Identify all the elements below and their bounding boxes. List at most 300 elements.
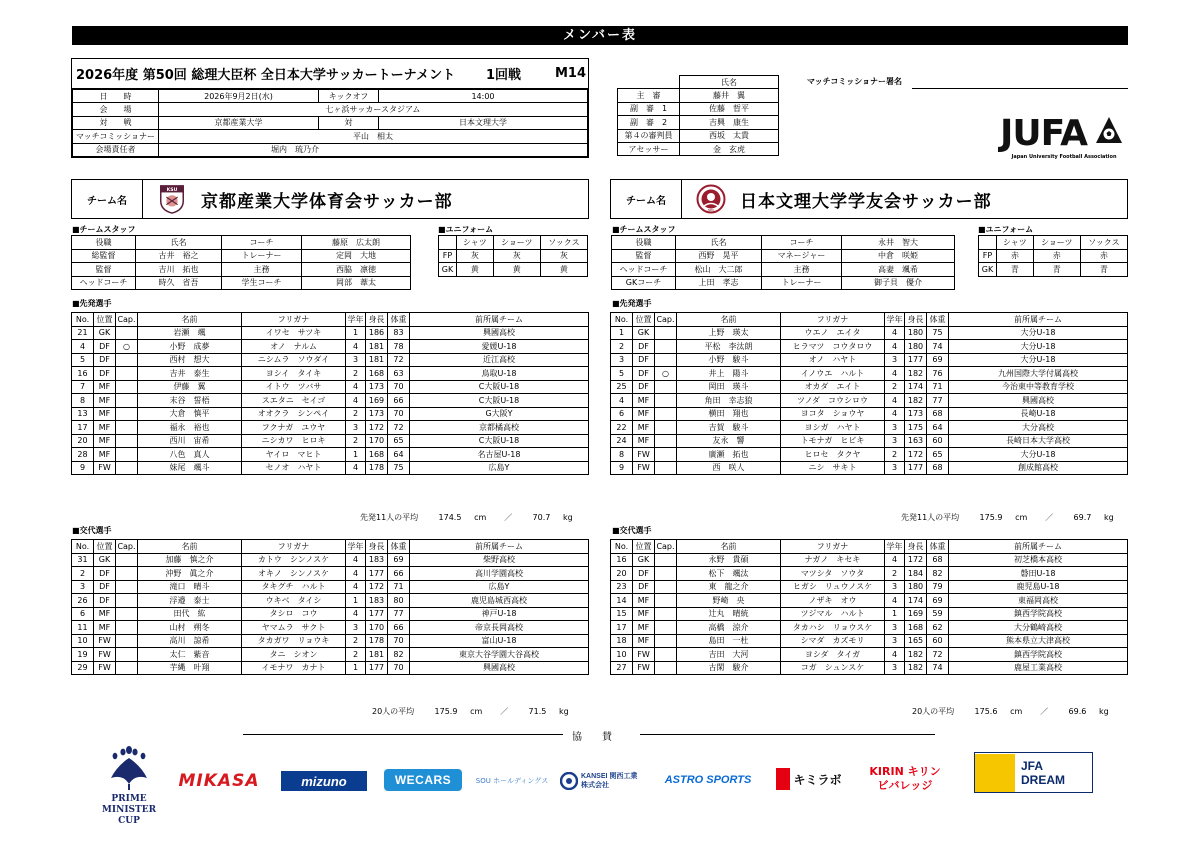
- away-starters-average: 先発11人の平均 175.9 cm ／ 69.7 kg: [901, 513, 1114, 522]
- player-name: 横田 翔也: [677, 407, 781, 421]
- player-number: 17: [611, 621, 633, 635]
- player-previous-team: 大分鶴崎高校: [949, 621, 1128, 635]
- player-captain: [116, 567, 138, 581]
- venue-label: 会 場: [73, 103, 159, 116]
- astro-sports-logo: ASTRO SPORTS: [664, 774, 752, 786]
- player-year-header: 学年: [885, 540, 905, 554]
- jfa-dream-logo: JFA DREAM: [974, 752, 1093, 793]
- player-row: [72, 394, 589, 408]
- player-kana: イトウ ツバサ: [242, 380, 346, 394]
- player-weight: 70: [388, 380, 410, 394]
- player-weight-header: 体重: [927, 540, 949, 554]
- player-height: 184: [905, 567, 927, 581]
- player-year: 2: [346, 407, 366, 421]
- player-number: 20: [72, 434, 94, 448]
- player-height: 170: [366, 621, 388, 635]
- player-position: GK: [94, 326, 116, 340]
- player-row: [72, 434, 589, 448]
- player-name: 辻丸 晴統: [677, 607, 781, 621]
- player-kana: ツジマル ハルト: [781, 607, 885, 621]
- player-previous-team: 高川学園高校: [410, 567, 589, 581]
- player-row: [611, 553, 1128, 567]
- staff-name: 定岡 大地: [302, 249, 411, 263]
- staff-role: ヘッドコーチ: [612, 263, 676, 277]
- staff-name: 中倉 咲姫: [842, 249, 955, 263]
- home-starters-table: [71, 312, 589, 475]
- uniform-socks: 青: [1080, 263, 1127, 277]
- player-previous-team: C大阪U-18: [410, 434, 589, 448]
- player-name: 太仁 紫音: [138, 648, 242, 662]
- player-row: [611, 648, 1128, 662]
- staff-name: 吉川 拓也: [136, 263, 222, 277]
- nbu-emblem-icon: [696, 184, 726, 214]
- player-name: 岡田 瑛斗: [677, 380, 781, 394]
- uniform-socks: 灰: [540, 249, 587, 263]
- official-name: 佐藤 晢平: [680, 102, 779, 115]
- player-name: 滝口 晴斗: [138, 580, 242, 594]
- player-position: FW: [94, 648, 116, 662]
- home-subs-label: ■交代選手: [72, 526, 112, 535]
- staff-name-header: 氏名: [676, 236, 762, 250]
- player-captain: [655, 434, 677, 448]
- player-name: 西 咲人: [677, 461, 781, 475]
- player-year: 2: [885, 380, 905, 394]
- staff-role: ヘッドコーチ: [72, 276, 136, 290]
- player-row: [72, 367, 589, 381]
- player-number: 8: [611, 448, 633, 462]
- player-previous-team: 柴野高校: [410, 553, 589, 567]
- player-kana: フクナガ ユウヤ: [242, 421, 346, 435]
- staff-name: 時久 省吾: [136, 276, 222, 290]
- player-position: DF: [94, 340, 116, 354]
- staff-role: 監督: [612, 249, 676, 263]
- player-number-header: No.: [72, 313, 94, 327]
- player-name-header: 名前: [677, 313, 781, 327]
- player-year: 1: [346, 326, 366, 340]
- player-row: [611, 634, 1128, 648]
- player-height: 173: [366, 407, 388, 421]
- player-kana: ヨシイ タイキ: [242, 367, 346, 381]
- player-year: 2: [346, 634, 366, 648]
- player-weight: 65: [927, 448, 949, 462]
- mikasa-logo: MIKASA: [178, 771, 260, 791]
- player-number: 5: [611, 367, 633, 381]
- player-name: 古閑 駿介: [677, 661, 781, 675]
- player-captain: [655, 594, 677, 608]
- mizuno-logo: mizuno: [281, 771, 367, 791]
- player-year: 3: [885, 434, 905, 448]
- player-height: 177: [366, 607, 388, 621]
- player-kana-header: フリガナ: [242, 540, 346, 554]
- away-team-name: 日本文理大学学友会サッカー部: [740, 191, 992, 212]
- tournament-title: 2026年度 第50回 総理大臣杯 全日本大学サッカートーナメント: [76, 68, 456, 83]
- uniform-shirt: 青: [997, 263, 1034, 277]
- player-row: [611, 407, 1128, 421]
- player-weight: 64: [927, 421, 949, 435]
- player-position: MF: [633, 407, 655, 421]
- player-number: 20: [611, 567, 633, 581]
- player-name: 芋縄 叶翔: [138, 661, 242, 675]
- player-captain: [116, 621, 138, 635]
- player-kana: イワセ サツキ: [242, 326, 346, 340]
- uniform-corner: [439, 236, 457, 250]
- player-row: [611, 448, 1128, 462]
- player-year: 3: [346, 353, 366, 367]
- staff-role: 学生コーチ: [222, 276, 302, 290]
- player-position: DF: [633, 580, 655, 594]
- kimilabo-logo: キミラボ: [772, 766, 846, 792]
- player-position: MF: [633, 434, 655, 448]
- player-row: [611, 326, 1128, 340]
- player-weight-header: 体重: [388, 313, 410, 327]
- player-captain: [116, 461, 138, 475]
- player-previous-team: 富山U-18: [410, 634, 589, 648]
- player-height-header: 身長: [366, 313, 388, 327]
- official-role: 副 審 1: [618, 102, 680, 115]
- player-previous-team-header: 前所属チーム: [949, 540, 1128, 554]
- player-number-header: No.: [611, 313, 633, 327]
- player-row: [72, 648, 589, 662]
- staff-role: トレーナー: [762, 276, 842, 290]
- player-weight: 74: [927, 340, 949, 354]
- player-weight: 77: [927, 394, 949, 408]
- home-uniform-table: [438, 235, 588, 277]
- player-height: 180: [905, 580, 927, 594]
- player-name: 友永 響: [677, 434, 781, 448]
- player-name: 永野 貴碩: [677, 553, 781, 567]
- player-name: 吉田 大河: [677, 648, 781, 662]
- player-position: FW: [633, 661, 655, 675]
- player-year: 4: [346, 607, 366, 621]
- official-role: 主 審: [618, 89, 680, 102]
- player-height: 180: [905, 340, 927, 354]
- player-weight: 82: [388, 648, 410, 662]
- player-previous-team: 初芝橋本高校: [949, 553, 1128, 567]
- uniform-header-row: [979, 236, 1128, 250]
- signature-line[interactable]: [912, 88, 1128, 89]
- player-height: 183: [366, 553, 388, 567]
- jfa-emblem-icon: [975, 754, 1015, 792]
- player-previous-team: 創成館高校: [949, 461, 1128, 475]
- player-previous-team: 興國高校: [949, 394, 1128, 408]
- player-position: GK: [633, 326, 655, 340]
- player-captain: [116, 580, 138, 594]
- player-weight: 70: [388, 661, 410, 675]
- player-kana: ウエノ エイタ: [781, 326, 885, 340]
- player-height: 186: [366, 326, 388, 340]
- player-number: 21: [72, 326, 94, 340]
- player-kana: オノ ナルム: [242, 340, 346, 354]
- home-starters-average: 先発11人の平均 174.5 cm ／ 70.7 kg: [360, 513, 573, 522]
- player-year: 4: [885, 648, 905, 662]
- player-height-header: 身長: [366, 540, 388, 554]
- official-name: 吉興 康生: [680, 116, 779, 129]
- player-height: 178: [366, 634, 388, 648]
- uniform-shorts-header: ショーツ: [493, 236, 540, 250]
- player-number: 26: [72, 594, 94, 608]
- team-a: 京都産業大学: [159, 116, 319, 129]
- home-starters-label: ■先発選手: [72, 299, 112, 308]
- player-weight: 65: [388, 434, 410, 448]
- player-kana: ヨシダ タイガ: [781, 648, 885, 662]
- player-position: FW: [94, 461, 116, 475]
- player-row: [72, 607, 589, 621]
- player-position: FW: [633, 648, 655, 662]
- player-number-header: No.: [611, 540, 633, 554]
- player-kana: タカガワ リョウキ: [242, 634, 346, 648]
- player-number: 10: [611, 648, 633, 662]
- staff-row: [72, 276, 411, 290]
- player-row: [72, 421, 589, 435]
- player-kana: イノウエ ハルト: [781, 367, 885, 381]
- player-height: 172: [905, 553, 927, 567]
- player-captain: [116, 353, 138, 367]
- home-subs-table: [71, 539, 589, 675]
- player-name: 井上 陽斗: [677, 367, 781, 381]
- player-height: 181: [366, 340, 388, 354]
- uniform-socks-header: ソックス: [1080, 236, 1127, 250]
- player-number: 9: [611, 461, 633, 475]
- player-kana-header: フリガナ: [242, 313, 346, 327]
- player-number: 23: [611, 580, 633, 594]
- player-kana: タカハシ リョウスケ: [781, 621, 885, 635]
- official-name: 藤井 翼: [680, 89, 779, 102]
- player-kana: イモナワ カナト: [242, 661, 346, 675]
- player-name: 浮邉 泰士: [138, 594, 242, 608]
- player-height: 174: [905, 594, 927, 608]
- player-year: 4: [885, 407, 905, 421]
- player-year: 2: [346, 367, 366, 381]
- uniform-shorts-header: ショーツ: [1033, 236, 1080, 250]
- player-weight: 70: [388, 407, 410, 421]
- uniform-shorts: 黄: [493, 263, 540, 277]
- away-subs-table: [610, 539, 1128, 675]
- paulownia-crest-icon: [107, 744, 151, 790]
- player-kana: タキグチ ハルト: [242, 580, 346, 594]
- player-height: 168: [905, 621, 927, 635]
- player-kana: ヤイロ マヒト: [242, 448, 346, 462]
- player-year: 4: [346, 567, 366, 581]
- staff-row: [612, 249, 955, 263]
- player-year: 3: [885, 634, 905, 648]
- player-row: [72, 594, 589, 608]
- player-row: [72, 340, 589, 354]
- player-year: 3: [885, 661, 905, 675]
- player-number: 22: [611, 421, 633, 435]
- player-height: 178: [366, 461, 388, 475]
- staff-row: [612, 276, 955, 290]
- uniform-type: GK: [439, 263, 457, 277]
- player-weight: 74: [927, 661, 949, 675]
- player-name: 山村 朔冬: [138, 621, 242, 635]
- player-number: 29: [72, 661, 94, 675]
- player-position: GK: [94, 553, 116, 567]
- player-height: 172: [366, 580, 388, 594]
- player-position: FW: [633, 461, 655, 475]
- player-year: 4: [346, 580, 366, 594]
- home-uniform-label: ■ユニフォーム: [438, 225, 494, 234]
- player-weight: 68: [927, 461, 949, 475]
- jufa-logo: [1000, 115, 1128, 165]
- commissioner-label: マッチコミッショナー: [73, 130, 159, 143]
- official-role: 第４の審判員: [618, 129, 680, 142]
- player-position: DF: [633, 567, 655, 581]
- staff-role: GKコーチ: [612, 276, 676, 290]
- player-captain: [655, 394, 677, 408]
- player-kana-header: フリガナ: [781, 540, 885, 554]
- player-height: 177: [905, 461, 927, 475]
- player-height: 174: [905, 380, 927, 394]
- player-year: 4: [885, 340, 905, 354]
- date: 2026年9月2日(水): [159, 90, 319, 103]
- away-staff-table: [611, 235, 955, 290]
- player-captain: [655, 461, 677, 475]
- prime-minister-cup-text: PRIME MINISTER CUP: [101, 793, 157, 826]
- player-weight: 77: [388, 607, 410, 621]
- player-kana: マツシタ ソウタ: [781, 567, 885, 581]
- player-previous-team: 大分U-18: [949, 353, 1128, 367]
- player-previous-team: 広島Y: [410, 580, 589, 594]
- player-weight: 82: [927, 567, 949, 581]
- player-height: 182: [905, 394, 927, 408]
- player-position: MF: [94, 448, 116, 462]
- player-weight: 69: [388, 553, 410, 567]
- player-captain: [116, 448, 138, 462]
- player-captain: [116, 648, 138, 662]
- player-height: 182: [905, 648, 927, 662]
- official-name: 西坂 太貴: [680, 129, 779, 142]
- player-captain: [116, 407, 138, 421]
- player-captain: [116, 607, 138, 621]
- player-name: 伊藤 翼: [138, 380, 242, 394]
- uniform-row: [979, 263, 1128, 277]
- player-weight: 79: [927, 580, 949, 594]
- player-row: [72, 553, 589, 567]
- kickoff-label: キックオフ: [319, 90, 379, 103]
- player-previous-team: 磐田U-18: [949, 567, 1128, 581]
- player-weight: 75: [388, 461, 410, 475]
- player-weight: 70: [388, 634, 410, 648]
- away-uniform-table: [978, 235, 1128, 277]
- player-name: 田代 紘: [138, 607, 242, 621]
- player-height: 169: [905, 607, 927, 621]
- player-year: 3: [885, 461, 905, 475]
- player-previous-team: 鹿児島城西高校: [410, 594, 589, 608]
- player-weight: 66: [388, 621, 410, 635]
- player-height: 181: [366, 353, 388, 367]
- uniform-row: [439, 249, 588, 263]
- uniform-corner: [979, 236, 997, 250]
- player-weight: 59: [927, 607, 949, 621]
- player-number: 19: [72, 648, 94, 662]
- staff-role: 監督: [72, 263, 136, 277]
- player-number: 24: [611, 434, 633, 448]
- player-name: 高川 諒希: [138, 634, 242, 648]
- svg-text:KSU: KSU: [166, 188, 178, 194]
- player-captain: [116, 380, 138, 394]
- player-position: MF: [633, 607, 655, 621]
- staff-name-header: 氏名: [136, 236, 222, 250]
- venue-manager: 堀内 琉乃介: [159, 143, 588, 156]
- player-number: 6: [611, 407, 633, 421]
- player-position-header: 位置: [633, 540, 655, 554]
- player-captain: [655, 580, 677, 594]
- player-previous-team: 鳥取U-18: [410, 367, 589, 381]
- home-team-header: [71, 179, 589, 219]
- player-kana: ニシムラ ソウダイ: [242, 353, 346, 367]
- uniform-header-row: [439, 236, 588, 250]
- player-year: 4: [346, 394, 366, 408]
- player-previous-team: 鹿児島U-18: [949, 580, 1128, 594]
- player-row: [611, 661, 1128, 675]
- staff-name: 藤原 広太朗: [302, 236, 411, 250]
- player-weight: 68: [927, 553, 949, 567]
- uniform-type: FP: [979, 249, 997, 263]
- player-number: 17: [72, 421, 94, 435]
- player-weight: 71: [388, 580, 410, 594]
- official-name: 金 玄虎: [680, 142, 779, 155]
- player-name: 吉井 泰生: [138, 367, 242, 381]
- player-captain: [655, 380, 677, 394]
- player-year: 2: [346, 648, 366, 662]
- staff-name: 岡部 葦太: [302, 276, 411, 290]
- tournament-info: [71, 58, 589, 158]
- sou-holdings-logo: SOU ホールディングス: [475, 777, 549, 785]
- player-previous-team: 愛媛U-18: [410, 340, 589, 354]
- player-position-header: 位置: [94, 313, 116, 327]
- staff-name: 西野 晃平: [676, 249, 762, 263]
- player-name-header: 名前: [138, 313, 242, 327]
- staff-name: 西脇 凛徳: [302, 263, 411, 277]
- player-captain: [655, 448, 677, 462]
- player-kana: ヨコタ ショウヤ: [781, 407, 885, 421]
- player-weight: 72: [927, 648, 949, 662]
- player-row: [611, 461, 1128, 475]
- uniform-row: [979, 249, 1128, 263]
- player-row: [72, 567, 589, 581]
- player-name: 小野 成夢: [138, 340, 242, 354]
- player-position: MF: [94, 407, 116, 421]
- player-captain: [116, 553, 138, 567]
- player-captain: [655, 661, 677, 675]
- player-position: MF: [633, 594, 655, 608]
- officials-table: [617, 75, 779, 156]
- player-captain: [116, 421, 138, 435]
- player-row: [611, 434, 1128, 448]
- player-row: [72, 634, 589, 648]
- player-number: 8: [72, 394, 94, 408]
- player-weight: 80: [388, 594, 410, 608]
- player-number: 14: [611, 594, 633, 608]
- staff-role-header: コーチ: [762, 236, 842, 250]
- player-header-row: [72, 540, 589, 554]
- player-year: 4: [346, 380, 366, 394]
- player-row: [611, 394, 1128, 408]
- player-height: 168: [366, 448, 388, 462]
- player-kana: ヒロセ タクヤ: [781, 448, 885, 462]
- player-kana: トモナガ ヒビキ: [781, 434, 885, 448]
- player-position-header: 位置: [633, 313, 655, 327]
- player-captain: ○: [655, 367, 677, 381]
- player-kana: オキノ シンノスケ: [242, 567, 346, 581]
- player-position: MF: [94, 434, 116, 448]
- uniform-shirt: 黄: [457, 263, 494, 277]
- player-position: DF: [633, 380, 655, 394]
- player-kana-header: フリガナ: [781, 313, 885, 327]
- player-number: 27: [611, 661, 633, 675]
- player-year-header: 学年: [885, 313, 905, 327]
- player-previous-team: G大阪Y: [410, 407, 589, 421]
